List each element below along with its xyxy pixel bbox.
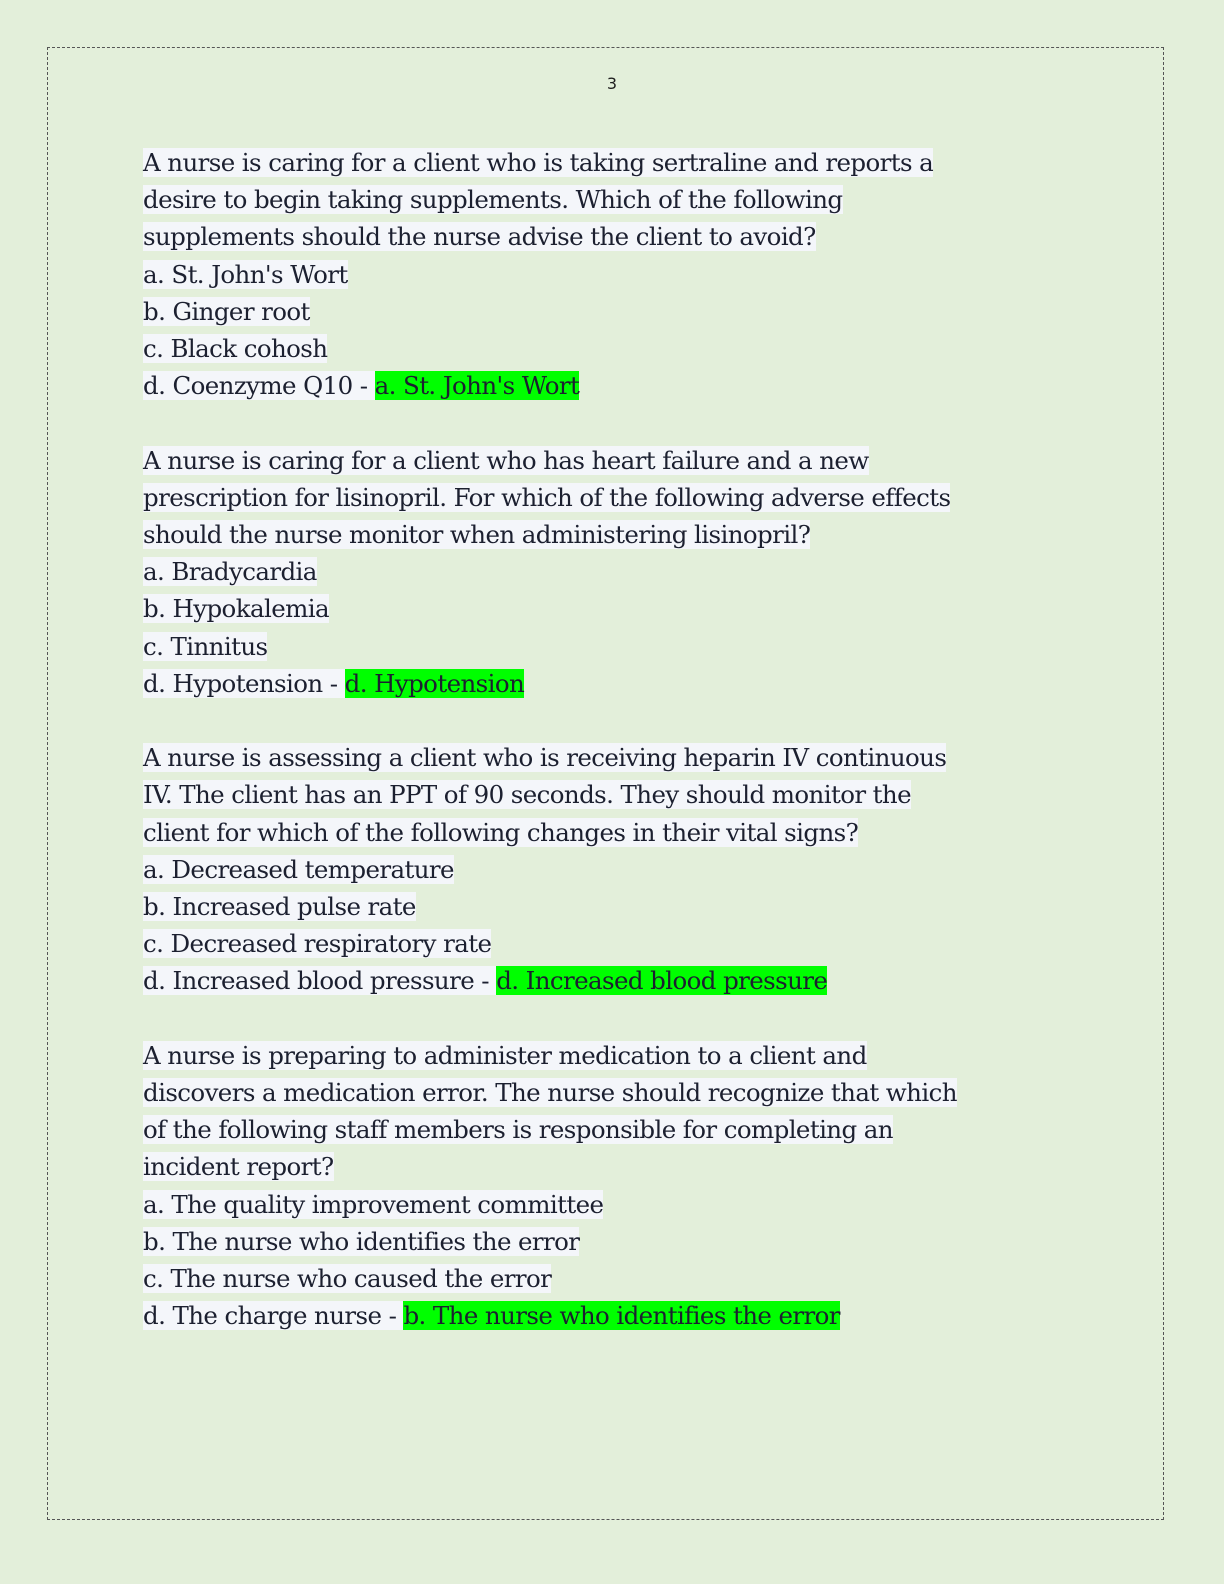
option-d: d. Hypotension - d. Hypotension [143, 668, 525, 698]
question-stem-line: incident report? [143, 1152, 334, 1182]
question-stem-line: discovers a medication error. The nurse should recognize that which [143, 1078, 957, 1108]
option-a: a. Decreased temperature [143, 854, 454, 884]
option-a: a. St. John's Wort [143, 259, 348, 289]
question-stem-line: A nurse is caring for a client who is taking sertraline and reports a [143, 148, 934, 177]
question-stem-line: IV. The client has an PPT of 90 seconds. They should monitor the [143, 780, 911, 810]
question-stem-line: desire to begin taking supplements. Which of the following [143, 185, 843, 215]
answer-highlight: d. Hypotension [344, 668, 525, 698]
question-block [143, 442, 1093, 702]
option-c: c. Black cohosh [143, 334, 328, 364]
option-d: d. Increased blood pressure - d. Increased blood pressure [143, 966, 828, 996]
answer-highlight: b. The nurse who identifies the error [403, 1301, 840, 1331]
question-stem-line: client for which of the following changes in their vital signs? [143, 817, 859, 847]
question-stem-line: supplements should the nurse advise the client to avoid? [143, 222, 816, 252]
question-block [143, 1037, 1093, 1335]
option-b: b. Increased pulse rate [143, 892, 416, 922]
option-b: b. The nurse who identifies the error [143, 1226, 580, 1256]
question-block [143, 144, 1093, 404]
option-c: c. Tinnitus [143, 631, 268, 661]
page-number: 3 [606, 74, 618, 93]
question-stem-line: A nurse is preparing to administer medication to a client and [143, 1040, 867, 1070]
option-a: a. The quality improvement committee [143, 1189, 604, 1219]
option-c: c. The nurse who caused the error [143, 1264, 552, 1294]
question-stem-line: prescription for lisinopril. For which of the following adverse effects [143, 482, 951, 512]
option-a: a. Bradycardia [143, 557, 317, 587]
option-c: c. Decreased respiratory rate [143, 929, 492, 959]
option-d: d. Coenzyme Q10 - a. St. John's Wort [143, 371, 580, 401]
answer-highlight: d. Increased blood pressure [496, 966, 828, 996]
question-stem-line: of the following staff members is responsible for completing an [143, 1115, 893, 1145]
question-list [143, 144, 1093, 1372]
answer-highlight: a. St. John's Wort [374, 371, 580, 401]
option-b: b. Ginger root [143, 296, 310, 326]
question-stem-line: should the nurse monitor when administering lisinopril? [143, 520, 811, 550]
question-block [143, 739, 1093, 999]
question-stem-line: A nurse is assessing a client who is receiving heparin IV continuous [143, 743, 947, 773]
option-b: b. Hypokalemia [143, 594, 329, 624]
option-d: d. The charge nurse - b. The nurse who identifies the error [143, 1301, 840, 1331]
question-stem-line: A nurse is caring for a client who has heart failure and a new [143, 445, 869, 475]
